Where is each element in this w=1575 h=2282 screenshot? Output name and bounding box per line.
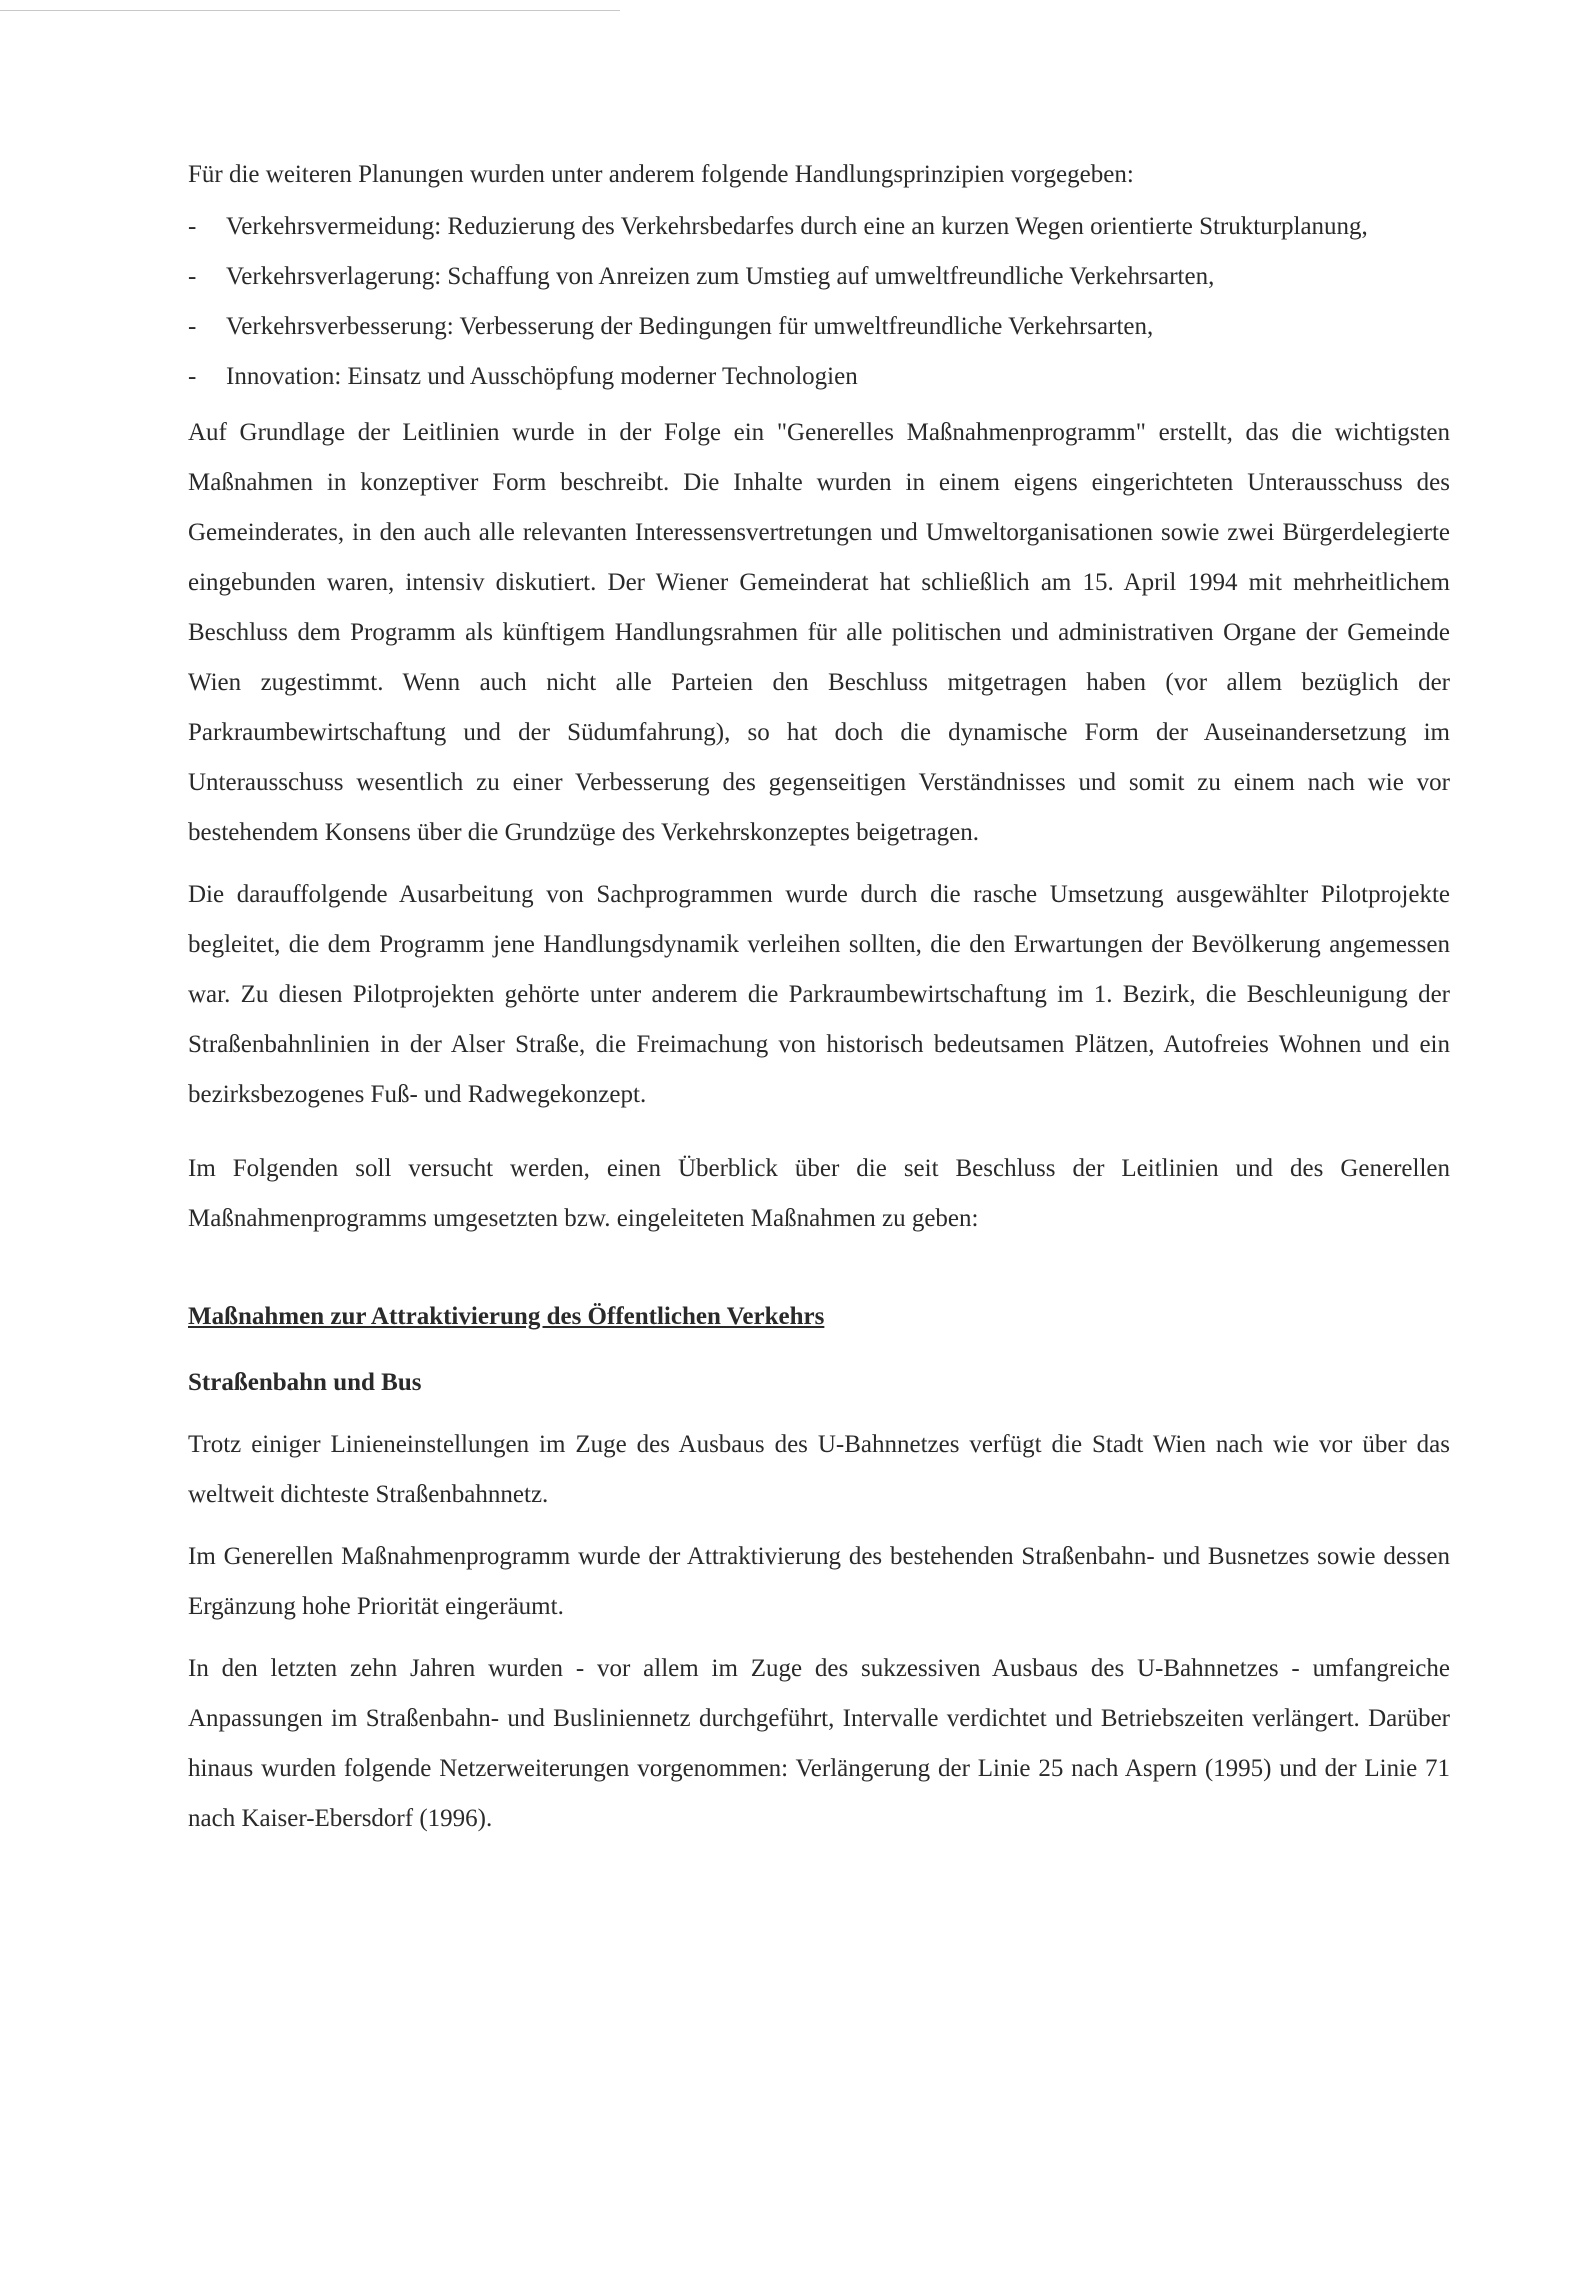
list-dash: -: [188, 213, 197, 240]
intro-paragraph: Für die weiteren Planungen wurden unter anderem folgende Handlungsprinzipien vorgegeben:: [188, 161, 1134, 188]
body-paragraph: In den letzten zehn Jahren wurden - vor allem im Zuge des sukzessiven Ausbaus des U-Bahnnetzes - umfangreiche Anpassungen im Straßenbahn- und Busliniennetz durchgeführt, Intervalle verdichtet und Betriebszeiten verlängert. Darüber hinaus wurden folgende Netzerweiterungen vorgenommen: Verlängerung der Linie 25 nach Aspern (1995) und der Linie 71 nach Kaiser-Ebersdorf (1996).: [188, 1655, 1450, 1832]
principle-item: [188, 252, 1450, 302]
sub-heading: Straßenbahn und Bus: [188, 1369, 422, 1396]
document-page: [188, 150, 1450, 1844]
principle-item: [188, 352, 1450, 402]
principles-list: [188, 202, 1450, 402]
body-paragraph: Im Folgenden soll versucht werden, einen Überblick über die seit Beschluss der Leitlinien und des Generellen Maßnahmenprogramms umgesetzten bzw. eingeleiteten Maßnahmen zu geben:: [188, 1155, 1450, 1232]
body-paragraph: Im Generellen Maßnahmenprogramm wurde der Attraktivierung des bestehenden Straßenbahn- und Busnetzes sowie dessen Ergänzung hohe Priorität eingeräumt.: [188, 1543, 1450, 1620]
principle-text: Innovation: Einsatz und Ausschöpfung moderner Technologien: [226, 363, 858, 390]
top-scan-rule: [0, 10, 620, 11]
principle-text: Verkehrsvermeidung: Reduzierung des Verkehrsbedarfes durch eine an kurzen Wegen orientierte Strukturplanung,: [226, 213, 1368, 240]
section-heading: Maßnahmen zur Attraktivierung des Öffentlichen Verkehrs: [188, 1303, 825, 1330]
principle-text: Verkehrsverbesserung: Verbesserung der Bedingungen für umweltfreundliche Verkehrsarten,: [226, 313, 1154, 340]
list-dash: -: [188, 263, 197, 290]
principle-text: Verkehrsverlagerung: Schaffung von Anreizen zum Umstieg auf umweltfreundliche Verkehrsarten,: [226, 263, 1215, 290]
body-paragraph: Trotz einiger Linieneinstellungen im Zuge des Ausbaus des U-Bahnnetzes verfügt die Stadt Wien nach wie vor über das weltweit dichteste Straßenbahnnetz.: [188, 1431, 1450, 1508]
principle-item: [188, 202, 1450, 252]
body-paragraph: Auf Grundlage der Leitlinien wurde in der Folge ein "Generelles Maßnahmenprogramm" erstellt, das die wichtigsten Maßnahmen in konzeptiver Form beschreibt. Die Inhalte wurden in einem eigens eingerichteten Unterausschuss des Gemeinderates, in den auch alle relevanten Interessensvertretungen und Umweltorganisationen sowie zwei Bürgerdelegierte eingebunden waren, intensiv diskutiert. Der Wiener Gemeinderat hat schließlich am 15. April 1994 mit mehrheitlichem Beschluss dem Programm als künftigem Handlungsrahmen für alle politischen und administrativen Organe der Gemeinde Wien zugestimmt. Wenn auch nicht alle Parteien den Beschluss mitgetragen haben (vor allem bezüglich der Parkraumbewirtschaftung und der Südumfahrung), so hat doch die dynamische Form der Auseinandersetzung im Unterausschuss wesentlich zu einer Verbesserung des gegenseitigen Verständnisses und somit zu einem nach wie vor bestehendem Konsens über die Grundzüge des Verkehrskonzeptes beigetragen.: [188, 419, 1450, 846]
principle-item: [188, 302, 1450, 352]
body-paragraph: Die darauffolgende Ausarbeitung von Sachprogrammen wurde durch die rasche Umsetzung ausgewählter Pilotprojekte begleitet, die dem Programm jene Handlungsdynamik verleihen sollten, die den Erwartungen der Bevölkerung angemessen war. Zu diesen Pilotprojekten gehörte unter anderem die Parkraumbewirtschaftung im 1. Bezirk, die Beschleunigung der Straßenbahnlinien in der Alser Straße, die Freimachung von historisch bedeutsamen Plätzen, Autofreies Wohnen und ein bezirksbezogenes Fuß- und Radwegekonzept.: [188, 881, 1450, 1108]
list-dash: -: [188, 313, 197, 340]
list-dash: -: [188, 363, 197, 390]
